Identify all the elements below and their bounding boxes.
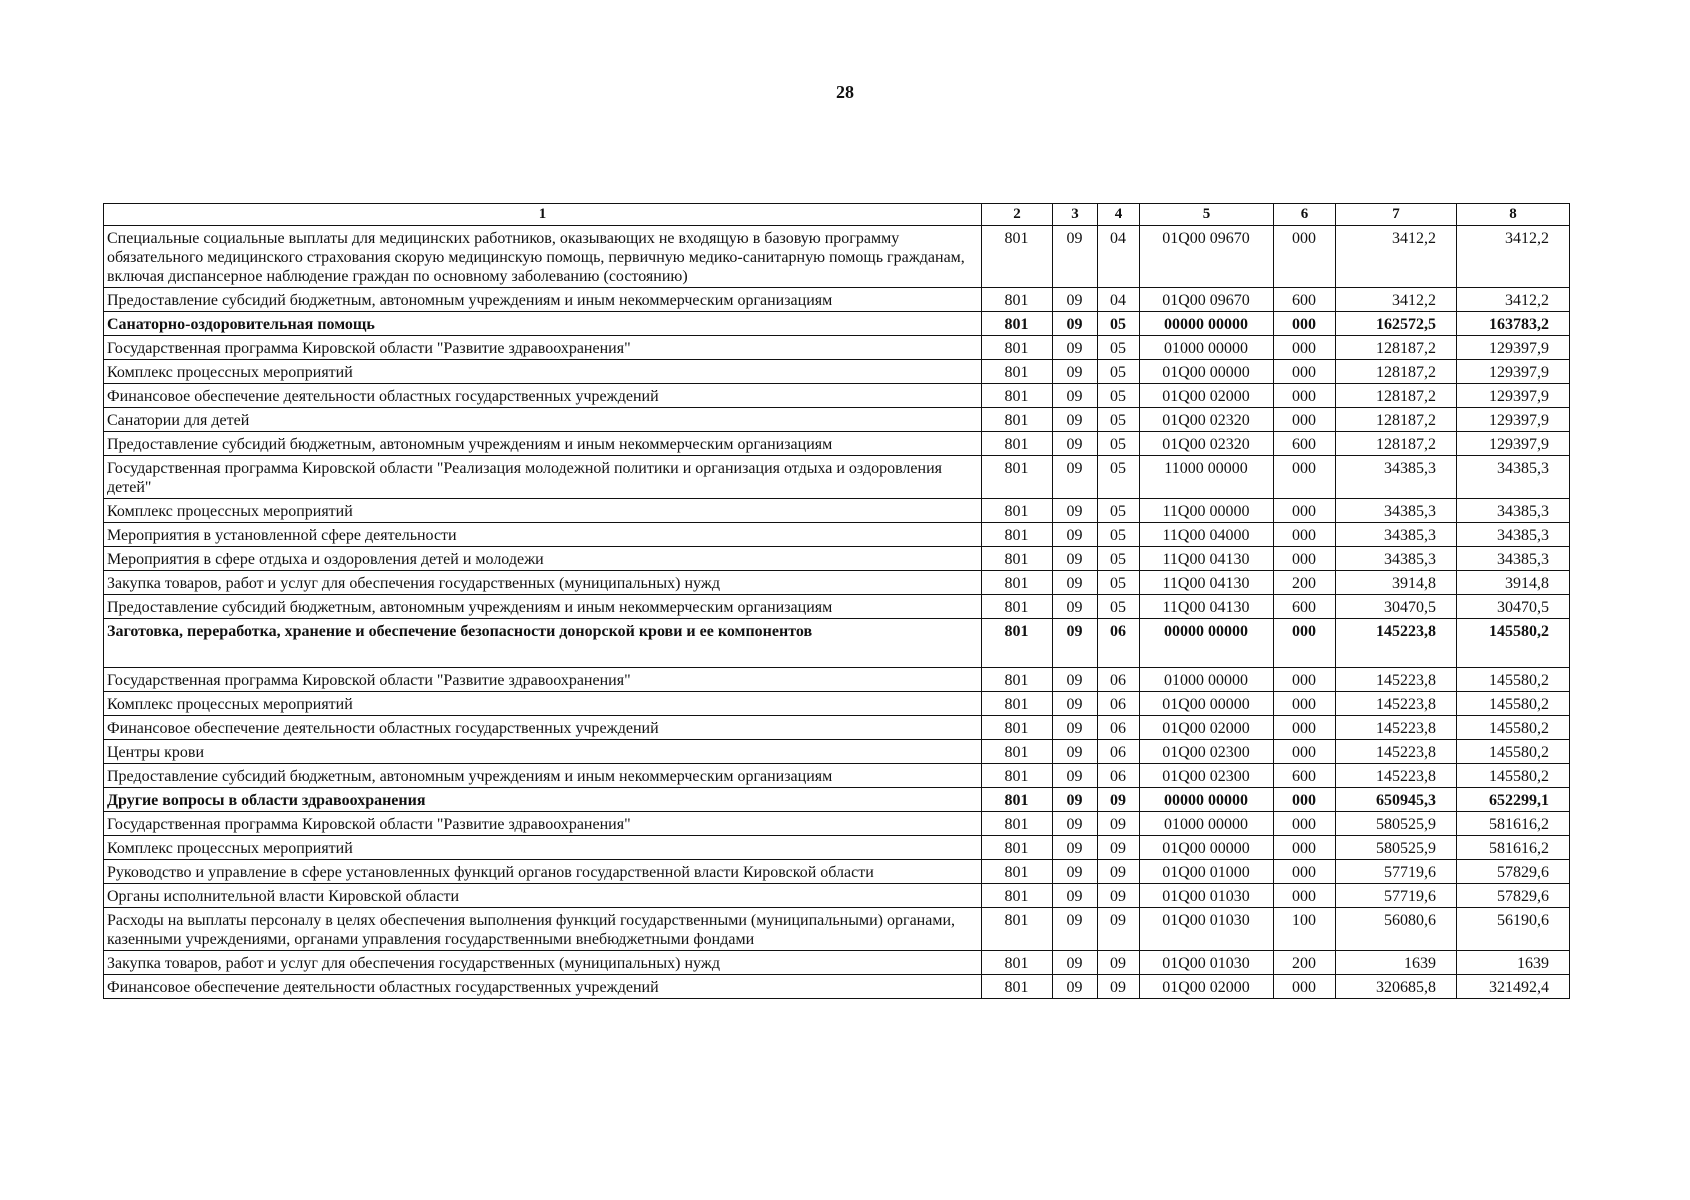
amount-year1-cell: 162572,5 [1336,312,1457,336]
target-article-cell: 11Q00 04130 [1140,595,1274,619]
expense-type-cell: 000 [1274,408,1336,432]
amount-year2-cell: 129397,9 [1457,408,1570,432]
admin-code-cell: 801 [982,226,1053,288]
expense-type-cell: 000 [1274,619,1336,668]
table-row [104,975,1570,999]
row-name-cell: Финансовое обеспечение деятельности областных государственных учреждений [104,384,982,408]
amount-year2-cell: 129397,9 [1457,336,1570,360]
target-article-cell: 01Q00 01030 [1140,908,1274,951]
subsection-code-cell: 04 [1098,288,1140,312]
admin-code-cell: 801 [982,860,1053,884]
admin-code-cell: 801 [982,360,1053,384]
expense-type-cell: 000 [1274,360,1336,384]
subsection-code-cell: 09 [1098,908,1140,951]
row-name-cell: Расходы на выплаты персоналу в целях обеспечения выполнения функций государственными (муниципальными) органами, казенными учреждениями, органами управления государственными внебюджетными фондами [104,908,982,951]
amount-year2-cell: 34385,3 [1457,523,1570,547]
target-article-cell: 01Q00 02000 [1140,384,1274,408]
expense-type-cell: 000 [1274,788,1336,812]
admin-code-cell: 801 [982,951,1053,975]
table-row [104,692,1570,716]
row-name-cell: Комплекс процессных мероприятий [104,836,982,860]
amount-year1-cell: 320685,8 [1336,975,1457,999]
target-article-cell: 01Q00 02320 [1140,408,1274,432]
subsection-code-cell: 09 [1098,836,1140,860]
expense-type-cell: 200 [1274,571,1336,595]
section-code-cell: 09 [1053,456,1098,499]
target-article-cell: 11000 00000 [1140,456,1274,499]
amount-year1-cell: 57719,6 [1336,860,1457,884]
amount-year2-cell: 581616,2 [1457,836,1570,860]
table-row [104,456,1570,499]
admin-code-cell: 801 [982,456,1053,499]
row-name-cell: Комплекс процессных мероприятий [104,360,982,384]
section-code-cell: 09 [1053,860,1098,884]
header-cell: 5 [1140,204,1274,226]
admin-code-cell: 801 [982,836,1053,860]
row-name-cell: Финансовое обеспечение деятельности областных государственных учреждений [104,716,982,740]
amount-year2-cell: 129397,9 [1457,432,1570,456]
section-code-cell: 09 [1053,812,1098,836]
row-name-cell: Другие вопросы в области здравоохранения [104,788,982,812]
admin-code-cell: 801 [982,908,1053,951]
amount-year2-cell: 145580,2 [1457,668,1570,692]
amount-year2-cell: 57829,6 [1457,884,1570,908]
table-row [104,384,1570,408]
section-code-cell: 09 [1053,288,1098,312]
amount-year2-cell: 145580,2 [1457,764,1570,788]
target-article-cell: 01Q00 02000 [1140,975,1274,999]
section-code-cell: 09 [1053,884,1098,908]
subsection-code-cell: 09 [1098,975,1140,999]
amount-year2-cell: 1639 [1457,951,1570,975]
amount-year2-cell: 3412,2 [1457,288,1570,312]
target-article-cell: 11Q00 00000 [1140,499,1274,523]
amount-year1-cell: 3412,2 [1336,226,1457,288]
section-code-cell: 09 [1053,951,1098,975]
subsection-code-cell: 05 [1098,360,1140,384]
header-cell: 8 [1457,204,1570,226]
expense-type-cell: 100 [1274,908,1336,951]
section-code-cell: 09 [1053,226,1098,288]
table-row [104,884,1570,908]
table-header-row [104,204,1570,226]
amount-year1-cell: 34385,3 [1336,499,1457,523]
admin-code-cell: 801 [982,336,1053,360]
row-name-cell: Руководство и управление в сфере установленных функций органов государственной власти Кировской области [104,860,982,884]
page-number: 28 [836,82,854,102]
amount-year1-cell: 128187,2 [1336,408,1457,432]
subsection-code-cell: 06 [1098,619,1140,668]
amount-year2-cell: 3412,2 [1457,226,1570,288]
admin-code-cell: 801 [982,408,1053,432]
amount-year2-cell: 145580,2 [1457,692,1570,716]
admin-code-cell: 801 [982,716,1053,740]
header-cell: 3 [1053,204,1098,226]
row-name-cell: Государственная программа Кировской области "Развитие здравоохранения" [104,668,982,692]
table-row [104,432,1570,456]
amount-year1-cell: 580525,9 [1336,836,1457,860]
amount-year2-cell: 652299,1 [1457,788,1570,812]
target-article-cell: 01Q00 00000 [1140,360,1274,384]
subsection-code-cell: 04 [1098,226,1140,288]
amount-year1-cell: 3412,2 [1336,288,1457,312]
amount-year2-cell: 129397,9 [1457,360,1570,384]
subsection-code-cell: 09 [1098,951,1140,975]
subsection-code-cell: 09 [1098,884,1140,908]
table-row [104,668,1570,692]
table-row [104,788,1570,812]
subsection-code-cell: 05 [1098,456,1140,499]
expense-type-cell: 600 [1274,764,1336,788]
row-name-cell: Закупка товаров, работ и услуг для обеспечения государственных (муниципальных) нужд [104,951,982,975]
section-code-cell: 09 [1053,499,1098,523]
target-article-cell: 01Q00 00000 [1140,692,1274,716]
table-row [104,860,1570,884]
header-cell: 2 [982,204,1053,226]
header-cell: 4 [1098,204,1140,226]
admin-code-cell: 801 [982,595,1053,619]
target-article-cell: 01Q00 02300 [1140,764,1274,788]
target-article-cell: 01Q00 01030 [1140,884,1274,908]
amount-year2-cell: 3914,8 [1457,571,1570,595]
amount-year2-cell: 34385,3 [1457,456,1570,499]
amount-year1-cell: 145223,8 [1336,764,1457,788]
row-name-cell: Комплекс процессных мероприятий [104,692,982,716]
section-code-cell: 09 [1053,975,1098,999]
table-row [104,408,1570,432]
subsection-code-cell: 06 [1098,764,1140,788]
expense-type-cell: 600 [1274,432,1336,456]
row-name-cell: Санаторно-оздоровительная помощь [104,312,982,336]
admin-code-cell: 801 [982,740,1053,764]
target-article-cell: 00000 00000 [1140,619,1274,668]
expense-type-cell: 000 [1274,740,1336,764]
section-code-cell: 09 [1053,740,1098,764]
expense-type-cell: 000 [1274,336,1336,360]
subsection-code-cell: 06 [1098,692,1140,716]
admin-code-cell: 801 [982,764,1053,788]
amount-year2-cell: 145580,2 [1457,716,1570,740]
admin-code-cell: 801 [982,288,1053,312]
target-article-cell: 01000 00000 [1140,668,1274,692]
admin-code-cell: 801 [982,668,1053,692]
amount-year1-cell: 57719,6 [1336,884,1457,908]
table-row [104,908,1570,951]
section-code-cell: 09 [1053,547,1098,571]
table-row [104,360,1570,384]
expense-type-cell: 000 [1274,523,1336,547]
amount-year2-cell: 56190,6 [1457,908,1570,951]
section-code-cell: 09 [1053,523,1098,547]
target-article-cell: 01Q00 02000 [1140,716,1274,740]
subsection-code-cell: 05 [1098,408,1140,432]
row-name-cell: Закупка товаров, работ и услуг для обеспечения государственных (муниципальных) нужд [104,571,982,595]
row-name-cell: Комплекс процессных мероприятий [104,499,982,523]
target-article-cell: 01Q00 09670 [1140,288,1274,312]
table-row [104,499,1570,523]
subsection-code-cell: 06 [1098,740,1140,764]
section-code-cell: 09 [1053,788,1098,812]
header-cell: 7 [1336,204,1457,226]
row-name-cell: Органы исполнительной власти Кировской области [104,884,982,908]
section-code-cell: 09 [1053,716,1098,740]
expense-type-cell: 000 [1274,384,1336,408]
subsection-code-cell: 05 [1098,312,1140,336]
table-row [104,764,1570,788]
amount-year1-cell: 30470,5 [1336,595,1457,619]
section-code-cell: 09 [1053,668,1098,692]
amount-year1-cell: 34385,3 [1336,547,1457,571]
amount-year1-cell: 580525,9 [1336,812,1457,836]
admin-code-cell: 801 [982,547,1053,571]
admin-code-cell: 801 [982,975,1053,999]
admin-code-cell: 801 [982,523,1053,547]
row-name-cell: Государственная программа Кировской области "Развитие здравоохранения" [104,336,982,360]
target-article-cell: 11Q00 04130 [1140,547,1274,571]
subsection-code-cell: 05 [1098,432,1140,456]
admin-code-cell: 801 [982,692,1053,716]
amount-year2-cell: 34385,3 [1457,499,1570,523]
row-name-cell: Центры крови [104,740,982,764]
table-row [104,619,1570,668]
subsection-code-cell: 05 [1098,547,1140,571]
target-article-cell: 01Q00 02300 [1140,740,1274,764]
expense-type-cell: 600 [1274,288,1336,312]
table-row [104,740,1570,764]
amount-year1-cell: 128187,2 [1336,432,1457,456]
subsection-code-cell: 09 [1098,788,1140,812]
amount-year1-cell: 145223,8 [1336,716,1457,740]
section-code-cell: 09 [1053,692,1098,716]
budget-table [103,203,1570,999]
row-name-cell: Государственная программа Кировской области "Реализация молодежной политики и организация отдыха и оздоровления детей" [104,456,982,499]
amount-year1-cell: 56080,6 [1336,908,1457,951]
subsection-code-cell: 05 [1098,595,1140,619]
admin-code-cell: 801 [982,499,1053,523]
table-row [104,226,1570,288]
target-article-cell: 01000 00000 [1140,336,1274,360]
subsection-code-cell: 05 [1098,499,1140,523]
amount-year2-cell: 321492,4 [1457,975,1570,999]
subsection-code-cell: 05 [1098,571,1140,595]
section-code-cell: 09 [1053,432,1098,456]
amount-year1-cell: 3914,8 [1336,571,1457,595]
expense-type-cell: 000 [1274,860,1336,884]
amount-year1-cell: 650945,3 [1336,788,1457,812]
table-row [104,716,1570,740]
row-name-cell: Мероприятия в установленной сфере деятельности [104,523,982,547]
table-row [104,547,1570,571]
admin-code-cell: 801 [982,619,1053,668]
admin-code-cell: 801 [982,812,1053,836]
admin-code-cell: 801 [982,884,1053,908]
expense-type-cell: 000 [1274,975,1336,999]
subsection-code-cell: 05 [1098,336,1140,360]
row-name-cell: Государственная программа Кировской области "Развитие здравоохранения" [104,812,982,836]
table-row [104,523,1570,547]
admin-code-cell: 801 [982,571,1053,595]
section-code-cell: 09 [1053,312,1098,336]
target-article-cell: 01Q00 09670 [1140,226,1274,288]
amount-year1-cell: 128187,2 [1336,336,1457,360]
amount-year2-cell: 163783,2 [1457,312,1570,336]
amount-year1-cell: 128187,2 [1336,360,1457,384]
table-body [104,226,1570,999]
target-article-cell: 01Q00 01030 [1140,951,1274,975]
admin-code-cell: 801 [982,432,1053,456]
amount-year2-cell: 145580,2 [1457,740,1570,764]
amount-year1-cell: 34385,3 [1336,523,1457,547]
expense-type-cell: 200 [1274,951,1336,975]
target-article-cell: 01Q00 00000 [1140,836,1274,860]
row-name-cell: Предоставление субсидий бюджетным, автономным учреждениям и иным некоммерческим организациям [104,432,982,456]
amount-year2-cell: 34385,3 [1457,547,1570,571]
row-name-cell: Санатории для детей [104,408,982,432]
target-article-cell: 01Q00 02320 [1140,432,1274,456]
section-code-cell: 09 [1053,908,1098,951]
subsection-code-cell: 06 [1098,668,1140,692]
target-article-cell: 11Q00 04130 [1140,571,1274,595]
amount-year1-cell: 1639 [1336,951,1457,975]
amount-year2-cell: 145580,2 [1457,619,1570,668]
subsection-code-cell: 05 [1098,523,1140,547]
admin-code-cell: 801 [982,788,1053,812]
table-row [104,595,1570,619]
expense-type-cell: 000 [1274,692,1336,716]
table-row [104,836,1570,860]
admin-code-cell: 801 [982,384,1053,408]
expense-type-cell: 600 [1274,595,1336,619]
table-row [104,812,1570,836]
expense-type-cell: 000 [1274,312,1336,336]
subsection-code-cell: 09 [1098,812,1140,836]
amount-year2-cell: 129397,9 [1457,384,1570,408]
amount-year1-cell: 145223,8 [1336,668,1457,692]
expense-type-cell: 000 [1274,716,1336,740]
section-code-cell: 09 [1053,764,1098,788]
admin-code-cell: 801 [982,312,1053,336]
section-code-cell: 09 [1053,336,1098,360]
table-row [104,288,1570,312]
expense-type-cell: 000 [1274,836,1336,860]
expense-type-cell: 000 [1274,884,1336,908]
section-code-cell: 09 [1053,571,1098,595]
row-name-cell: Предоставление субсидий бюджетным, автономным учреждениям и иным некоммерческим организациям [104,288,982,312]
target-article-cell: 01Q00 01000 [1140,860,1274,884]
row-name-cell: Заготовка, переработка, хранение и обеспечение безопасности донорской крови и ее компонентов [104,619,982,668]
table-row [104,951,1570,975]
row-name-cell: Специальные социальные выплаты для медицинских работников, оказывающих не входящую в базовую программу обязательного медицинского страхования скорую медицинскую помощь, первичную медико-санитарную помощь гражданам, включая диспансерное наблюдение граждан по основному заболеванию (состоянию) [104,226,982,288]
row-name-cell: Предоставление субсидий бюджетным, автономным учреждениям и иным некоммерческим организациям [104,595,982,619]
section-code-cell: 09 [1053,360,1098,384]
expense-type-cell: 000 [1274,226,1336,288]
header-cell: 6 [1274,204,1336,226]
subsection-code-cell: 09 [1098,860,1140,884]
target-article-cell: 00000 00000 [1140,312,1274,336]
target-article-cell: 00000 00000 [1140,788,1274,812]
expense-type-cell: 000 [1274,812,1336,836]
amount-year2-cell: 30470,5 [1457,595,1570,619]
amount-year1-cell: 128187,2 [1336,384,1457,408]
amount-year1-cell: 145223,8 [1336,692,1457,716]
header-cell: 1 [104,204,982,226]
section-code-cell: 09 [1053,836,1098,860]
expense-type-cell: 000 [1274,547,1336,571]
table-row [104,312,1570,336]
section-code-cell: 09 [1053,384,1098,408]
row-name-cell: Финансовое обеспечение деятельности областных государственных учреждений [104,975,982,999]
subsection-code-cell: 05 [1098,384,1140,408]
row-name-cell: Предоставление субсидий бюджетным, автономным учреждениям и иным некоммерческим организациям [104,764,982,788]
target-article-cell: 11Q00 04000 [1140,523,1274,547]
table-row [104,336,1570,360]
table-row [104,571,1570,595]
section-code-cell: 09 [1053,595,1098,619]
row-name-cell: Мероприятия в сфере отдыха и оздоровления детей и молодежи [104,547,982,571]
expense-type-cell: 000 [1274,499,1336,523]
amount-year2-cell: 57829,6 [1457,860,1570,884]
section-code-cell: 09 [1053,408,1098,432]
expense-type-cell: 000 [1274,668,1336,692]
section-code-cell: 09 [1053,619,1098,668]
amount-year1-cell: 34385,3 [1336,456,1457,499]
target-article-cell: 01000 00000 [1140,812,1274,836]
amount-year2-cell: 581616,2 [1457,812,1570,836]
amount-year1-cell: 145223,8 [1336,740,1457,764]
subsection-code-cell: 06 [1098,716,1140,740]
expense-type-cell: 000 [1274,456,1336,499]
amount-year1-cell: 145223,8 [1336,619,1457,668]
